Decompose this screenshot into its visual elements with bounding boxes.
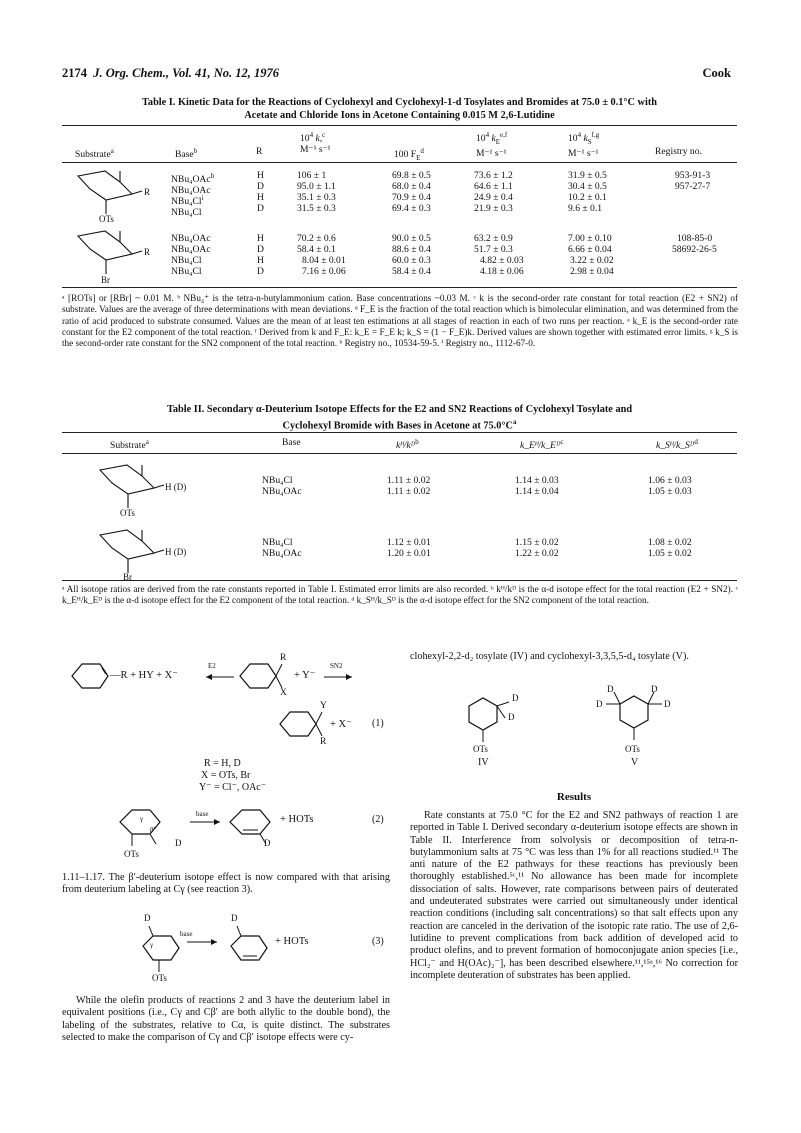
t1-g1-r1-fe: 69.8 ± 0.5 — [392, 170, 431, 181]
t1-cyclohexyl-tosylate-structure — [70, 168, 170, 226]
iv-d2: D — [508, 712, 515, 722]
s2-d-right: D — [264, 838, 271, 848]
v-d1: D — [607, 684, 614, 694]
compound-iv-label: IV — [478, 757, 489, 768]
t1-g1-r2-ks: 30.4 ± 0.5 — [568, 181, 607, 192]
t1-g1-r3-ks: 10.2 ± 0.1 — [568, 192, 607, 203]
s2-product: + HOTs — [280, 814, 314, 825]
right-paragraph-results: Rate constants at 75.0 °C for the E2 and SN2 pathways of reaction 1 are reported in Table I. Derived secondary α-deuterium isotope effects are shown in Table II. Interference from solvolysis or decomposition of tetra-n-butylammonium salts at 75 °C was less than 1% for all reactions studied.¹¹ The anti nature of the E2 pathways for these reactions has previously been thoroughly established.⁵ᶜ,¹¹ No allowance has been made for incomplete dissociation of salts. However, rate comparisons between pairs of deuterated and undeuterated substrates were carried out simultaneously under identical reaction conditions (including salt concentrations) so that salt effects upon any reaction are canceled in the derivation of the isotopic rate ratio. The use of 2,6-lutidine to prevent complications from back addition of developed acid to product olefins, and to prevent formation of homoconjugate anion species [i.e., HCl₂⁻ and H(OAc)₂⁻], has been described elsewhere.¹¹,¹⁵ᵃ,¹⁶ No correction for incomplete deuteration of substrates has been applied. — [410, 810, 738, 981]
t1-g2-r2-ks: 6.66 ± 0.04 — [568, 244, 612, 255]
t1-h-fe: 100 $F_E^d$ — [394, 147, 424, 163]
t2-h-base: Base — [282, 437, 301, 448]
t1-g1-r1-ke: 73.6 ± 1.2 — [474, 170, 513, 181]
t1-g1-r4-ks: 9.6 ± 0.1 — [568, 203, 603, 214]
reaction-1-scheme — [62, 650, 402, 765]
t1-g2-r3-r: H — [257, 255, 264, 266]
t1-g1-r4-k: 31.5 ± 0.3 — [297, 203, 336, 214]
s3-base: base — [180, 930, 193, 938]
s2-gamma: γ — [140, 815, 144, 823]
s1-x-bottom: X — [280, 688, 287, 698]
t2-g1-r1-c2: 1.14 ± 0.03 — [515, 475, 559, 486]
t1-g2-r1-ke: 63.2 ± 0.9 — [474, 233, 513, 244]
t1-h-k: $10^4$ k,$^c$ M⁻¹ s⁻¹ — [300, 131, 331, 156]
table1-top-rule — [62, 125, 737, 126]
t1-g1-r2-ke: 64.6 ± 1.1 — [474, 181, 513, 192]
t2-g1-r2-base: NBu₄OAc — [262, 486, 302, 497]
t1-g1-r2-k: 95.0 ± 1.1 — [297, 181, 336, 192]
t2-g2-r2-c2: 1.22 ± 0.02 — [515, 548, 559, 559]
t1-h-ke: $10^4$ $k_E^{e,f}$ M⁻¹ s⁻¹ — [476, 131, 508, 160]
t1-g1-r2-base: NBu₄OAc — [171, 185, 211, 197]
t2-h-substrate: Substrate$^a$ — [110, 438, 149, 452]
t1-g2-r2-ke: 51.7 ± 0.3 — [474, 244, 513, 255]
table2-footnotes: ᵃ All isotope ratios are derived from the rate constants reported in Table I. Estimated error limits are also recorded. ᵇ kᴴ/kᴰ is the α-d isotope effect for the total reaction (E2 + SN2). ᶜ k_Eᴴ/k_Eᴰ is the α-d isotope effect for the E2 component of the total reaction. ᵈ k_Sᴴ/k_Sᴰ is the α-d isotope effect for the SN2 component of the total reaction. — [62, 584, 738, 606]
v-ots: OTs — [625, 744, 640, 754]
t2-h-e2: k_Eᴴ/k_Eᴰ$^c$ — [520, 438, 564, 452]
t1-h-ks: $10^4$ $k_S^{f,g}$ M⁻¹ s⁻¹ — [568, 131, 600, 160]
t1-g2-r3-k: 8.04 ± 0.01 — [302, 255, 346, 266]
t1-struct1-r: R — [144, 187, 151, 197]
s3-gamma: γ — [150, 941, 154, 949]
s1-plus-y: + Y⁻ — [294, 670, 316, 681]
t1-g2-r2-k: 58.4 ± 0.1 — [297, 244, 336, 255]
s1-eqno: (1) — [372, 718, 384, 729]
s1-y-top: Y — [320, 701, 327, 711]
t2-g2-r1-c3: 1.08 ± 0.02 — [648, 537, 692, 548]
t2-struct1-ots: OTs — [120, 508, 135, 518]
t1-cyclohexyl-bromide-structure — [70, 228, 170, 286]
compound-v-structure — [590, 680, 690, 760]
s3-d-left: D — [144, 913, 151, 923]
s3-d-right: D — [231, 913, 238, 923]
table1-header-rule — [62, 162, 737, 163]
t1-h-registry: Registry no. — [655, 146, 702, 157]
iv-ots: OTs — [473, 744, 488, 754]
t2-g2-r1-base: NBu₄Cl — [262, 537, 293, 548]
table1-footnotes: ᵃ [ROTs] or [RBr] ~ 0.01 M. ᵇ NBu₄⁺ is the tetra-n-butylammonium cation. Base concentrations ~0.03 M. ᶜ k is the second-order rate constant for total reaction (E2 + SN2) of substrate. Values are the average of three determinations with mean deviations. ᵈ F_E is the fraction of the total reaction which is bimolecular elimination, and was determined from the ratio of acid produced to substrate consumed. Values are the mean of at least ten estimations at all stages of reaction in each of two runs per reaction. ᵉ k_E is the second-order rate constant for the E2 component of the total reaction. ᶠ Derived from k and F_E: k_E = F_E k; k_S = (1 − F_E)k. Derived values are shown together with estimated error limits. ᵍ k_S is the second-order rate constant for the SN2 component of the total reaction. ʰ Registry no., 10534-59-5. ⁱ Registry no., 1112-67-0. — [62, 293, 738, 349]
t1-g1-r2-reg: 957-27-7 — [675, 181, 711, 192]
s1-r-top: R — [280, 653, 287, 663]
s1-def-r: R = H, D — [204, 758, 241, 769]
t2-struct2-hd: H (D) — [165, 547, 187, 557]
t1-h-substrate: Substrate$^a$ — [75, 147, 114, 161]
t1-g2-r3-ks: 3.22 ± 0.02 — [570, 255, 614, 266]
page-number: 2174 — [62, 66, 87, 80]
t1-g1-r4-fe: 69.4 ± 0.3 — [392, 203, 431, 214]
results-heading: Results — [556, 791, 592, 803]
s1-sn2-label: SN2 — [330, 662, 343, 670]
t1-g2-r3-base: NBu₄Cl — [171, 255, 202, 266]
t1-g1-r1-r: H — [257, 170, 264, 181]
s3-ots: OTs — [152, 973, 167, 983]
t1-g1-r1-reg: 953-91-3 — [675, 170, 711, 181]
t2-g2-r1-c2: 1.15 ± 0.02 — [515, 537, 559, 548]
t1-g2-r2-reg: 58692-26-5 — [672, 244, 717, 255]
t1-h-base: Base$^b$ — [175, 147, 198, 161]
running-header-left — [62, 66, 279, 81]
s1-def-x: X = OTs, Br — [201, 770, 251, 781]
t1-struct2-r: R — [144, 247, 151, 257]
t2-h-total: kᴴ/kᴰ$^b$ — [396, 438, 419, 452]
right-paragraph-1: clohexyl-2,2-d₂ tosylate (IV) and cyclohexyl-3,3,5,5-d₄ tosylate (V). — [410, 651, 689, 662]
t2-g2-r2-base: NBu₄OAc — [262, 548, 302, 559]
t1-h-r: R — [256, 146, 263, 157]
t1-g2-r2-fe: 88.6 ± 0.4 — [392, 244, 431, 255]
left-paragraph-2: While the olefin products of reactions 2 and 3 have the deuterium label in equivalent positions (i.e., Cγ and Cβ′ are both allylic to the double bond), the labeling of the substrates, relative to Cα, is quite distinct. The substrates selected to make the comparison of Cγ and Cβ′ isotope effects were cy- — [62, 995, 390, 1043]
s1-plus-x: + X⁻ — [330, 719, 352, 730]
left-paragraph-1: 1.11–1.17. The β′-deuterium isotope effect is now compared with that arising from deuterium labeling at Cγ (see reaction 3). — [62, 872, 390, 896]
t2-g2-r2-c3: 1.05 ± 0.02 — [648, 548, 692, 559]
t2-g1-r2-c2: 1.14 ± 0.04 — [515, 486, 559, 497]
table1-caption — [62, 96, 737, 122]
s2-d-left: D — [175, 838, 182, 848]
running-header-author: Cook — [702, 66, 731, 80]
t1-g2-r1-ks: 7.00 ± 0.10 — [568, 233, 612, 244]
s1-e2-label: E2 — [208, 662, 216, 670]
s2-base: base — [196, 810, 209, 818]
t2-g1-r1-base: NBu₄Cl — [262, 475, 293, 486]
t2-h-sn2: k_Sᴴ/k_Sᴰ$^d$ — [656, 438, 698, 452]
t1-g2-r3-fe: 60.0 ± 0.3 — [392, 255, 431, 266]
table2-header-rule — [62, 453, 737, 454]
t2-g1-r2-c1: 1.11 ± 0.02 — [387, 486, 431, 497]
t1-g2-r4-r: D — [257, 266, 264, 277]
t1-g1-r2-r: D — [257, 181, 264, 192]
t1-g2-r3-ke: 4.82 ± 0.03 — [480, 255, 524, 266]
t1-g2-r2-base: NBu₄OAc — [171, 244, 211, 255]
s2-eqno: (2) — [372, 814, 384, 825]
t1-struct2-br: Br — [101, 275, 110, 285]
t1-g2-r1-k: 70.2 ± 0.6 — [297, 233, 336, 244]
t1-g1-r3-r: H — [257, 192, 264, 203]
t2-g1-r2-c3: 1.05 ± 0.03 — [648, 486, 692, 497]
compound-iv-structure — [455, 690, 535, 760]
t2-g2-r1-c1: 1.12 ± 0.01 — [387, 537, 431, 548]
table1-caption-line2: Acetate and Chloride Ions in Acetone Containing 0.015 M 2,6-Lutidine — [244, 110, 555, 121]
table2-top-rule — [62, 432, 737, 433]
v-d3: D — [651, 684, 658, 694]
s1-def-y: Y⁻ = Cl⁻, OAc⁻ — [199, 782, 267, 793]
iv-d1: D — [512, 693, 519, 703]
t2-g1-r1-c1: 1.11 ± 0.02 — [387, 475, 431, 486]
t1-struct1-ots: OTs — [99, 214, 114, 224]
s3-eqno: (3) — [372, 936, 384, 947]
t1-g2-r1-fe: 90.0 ± 0.5 — [392, 233, 431, 244]
t1-g1-r2-fe: 68.0 ± 0.4 — [392, 181, 431, 192]
t1-g1-r4-base: NBu₄Cl — [171, 207, 202, 219]
t1-g2-r4-k: 7.16 ± 0.06 — [302, 266, 346, 277]
t1-g1-r3-fe: 70.9 ± 0.4 — [392, 192, 431, 203]
table1-caption-line1: Table I. Kinetic Data for the Reactions of Cyclohexyl and Cyclohexyl-1-d Tosylates and Bromides at 75.0 ± 0.1°C with — [142, 97, 657, 108]
t1-g1-r4-ke: 21.9 ± 0.3 — [474, 203, 513, 214]
compound-v-label: V — [631, 757, 639, 768]
t1-g1-r3-base: NBu₄Cl$^i$ — [171, 194, 204, 208]
t1-g1-r1-k: 106 ± 1 — [297, 170, 327, 181]
t1-g2-r1-base: NBu₄OAc — [171, 233, 211, 244]
s3-product: + HOTs — [275, 936, 309, 947]
t1-g2-r4-ke: 4.18 ± 0.06 — [480, 266, 524, 277]
t1-g2-r4-base: NBu₄Cl — [171, 266, 202, 277]
t1-g2-r1-r: H — [257, 233, 264, 244]
t1-g1-r4-r: D — [257, 203, 264, 214]
t1-g1-r1-ks: 31.9 ± 0.5 — [568, 170, 607, 181]
journal-citation: J. Org. Chem., Vol. 41, No. 12, 1976 — [93, 66, 280, 80]
t2-struct2-br: Br — [123, 572, 132, 582]
t2-g2-r2-c1: 1.20 ± 0.01 — [387, 548, 431, 559]
t2-struct1-hd: H (D) — [165, 482, 187, 492]
t1-g1-r3-k: 35.1 ± 0.3 — [297, 192, 336, 203]
t1-g2-r2-r: D — [257, 244, 264, 255]
table2-caption — [62, 403, 737, 432]
t1-g1-r3-ke: 24.9 ± 0.4 — [474, 192, 513, 203]
s1-left: —R + HY + X⁻ — [110, 670, 178, 681]
table1-bottom-rule — [62, 287, 737, 288]
t2-g1-r1-c3: 1.06 ± 0.03 — [648, 475, 692, 486]
table2-bottom-rule — [62, 580, 737, 581]
v-d2: D — [596, 699, 603, 709]
t1-g2-r1-reg: 108-85-0 — [677, 233, 713, 244]
t1-g1-r1-base: NBu₄OAc$^h$ — [171, 172, 215, 186]
t1-g2-r4-fe: 58.4 ± 0.4 — [392, 266, 431, 277]
s1-r-bottom: R — [320, 737, 327, 747]
v-d4: D — [664, 699, 671, 709]
s2-ots: OTs — [124, 849, 139, 859]
table2-caption-line1: Table II. Secondary α-Deuterium Isotope Effects for the E2 and SN2 Reactions of Cyclohexyl Tosylate and — [166, 404, 633, 415]
table2-caption-line2: Cyclohexyl Bromide with Bases in Acetone at $75.0^\circ C^a$ — [282, 418, 517, 432]
t1-g2-r4-ks: 2.98 ± 0.04 — [570, 266, 614, 277]
s2-beta: β′ — [150, 826, 156, 834]
